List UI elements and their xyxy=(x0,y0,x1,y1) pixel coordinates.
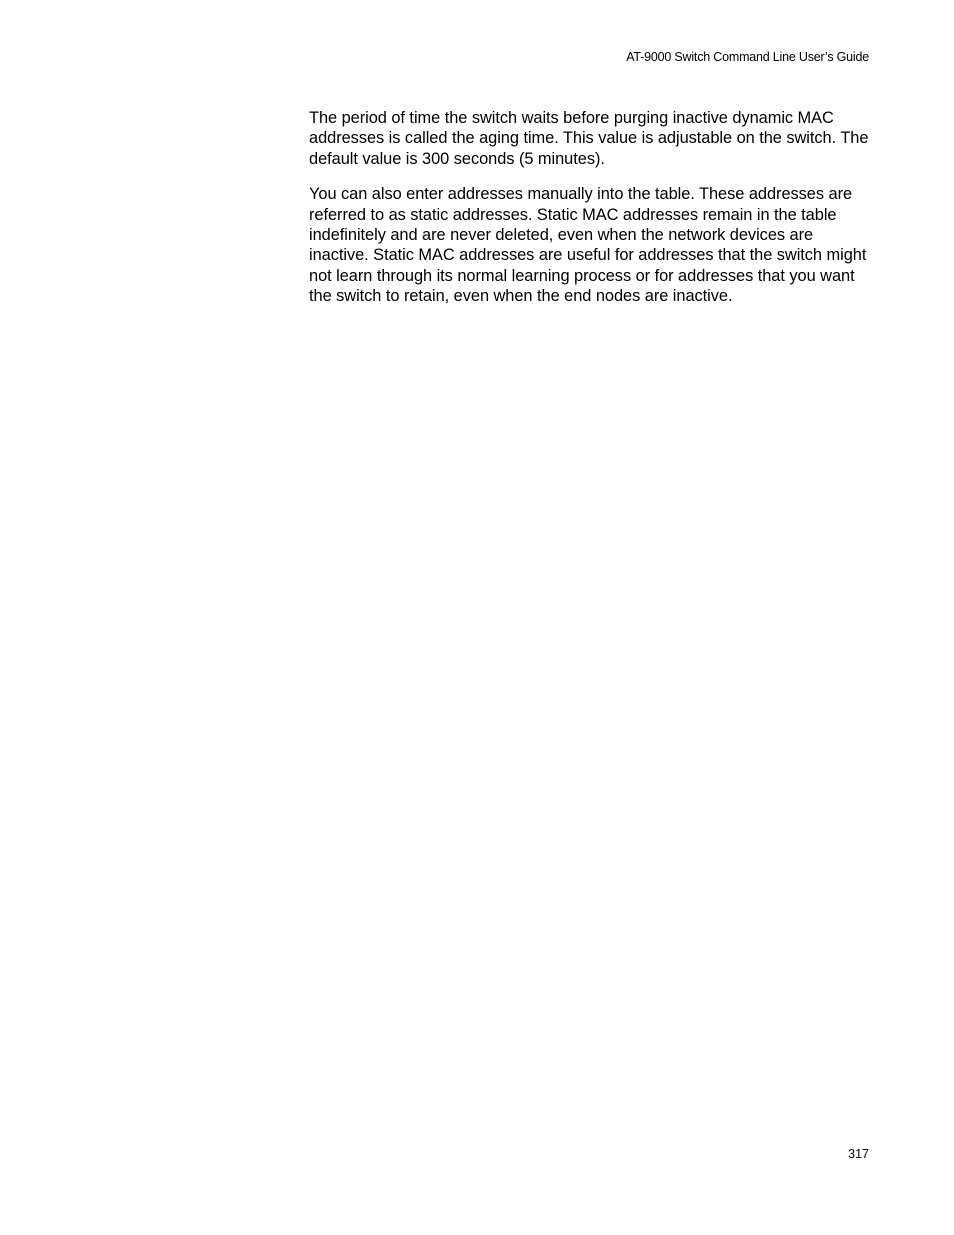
paragraph-static-addresses: You can also enter addresses manually into the table. These addresses are referred to as static addresses. Static MAC addresses remain in the table indefinitely and are never deleted, even when the network devices are inactive. Static MAC addresses are useful for addresses that the switch might not learn through its normal learning process or for addresses that you want the switch to retain, even when the end nodes are inactive. xyxy=(309,185,867,306)
paragraph-aging-time: The period of time the switch waits before purging inactive dynamic MAC addresses is called the aging time. This value is adjustable on the switch. The default value is 300 seconds (5 minutes). xyxy=(309,109,869,168)
running-header: AT-9000 Switch Command Line User’s Guide xyxy=(626,50,869,64)
page-number: 317 xyxy=(848,1147,869,1161)
body-text xyxy=(309,108,874,322)
